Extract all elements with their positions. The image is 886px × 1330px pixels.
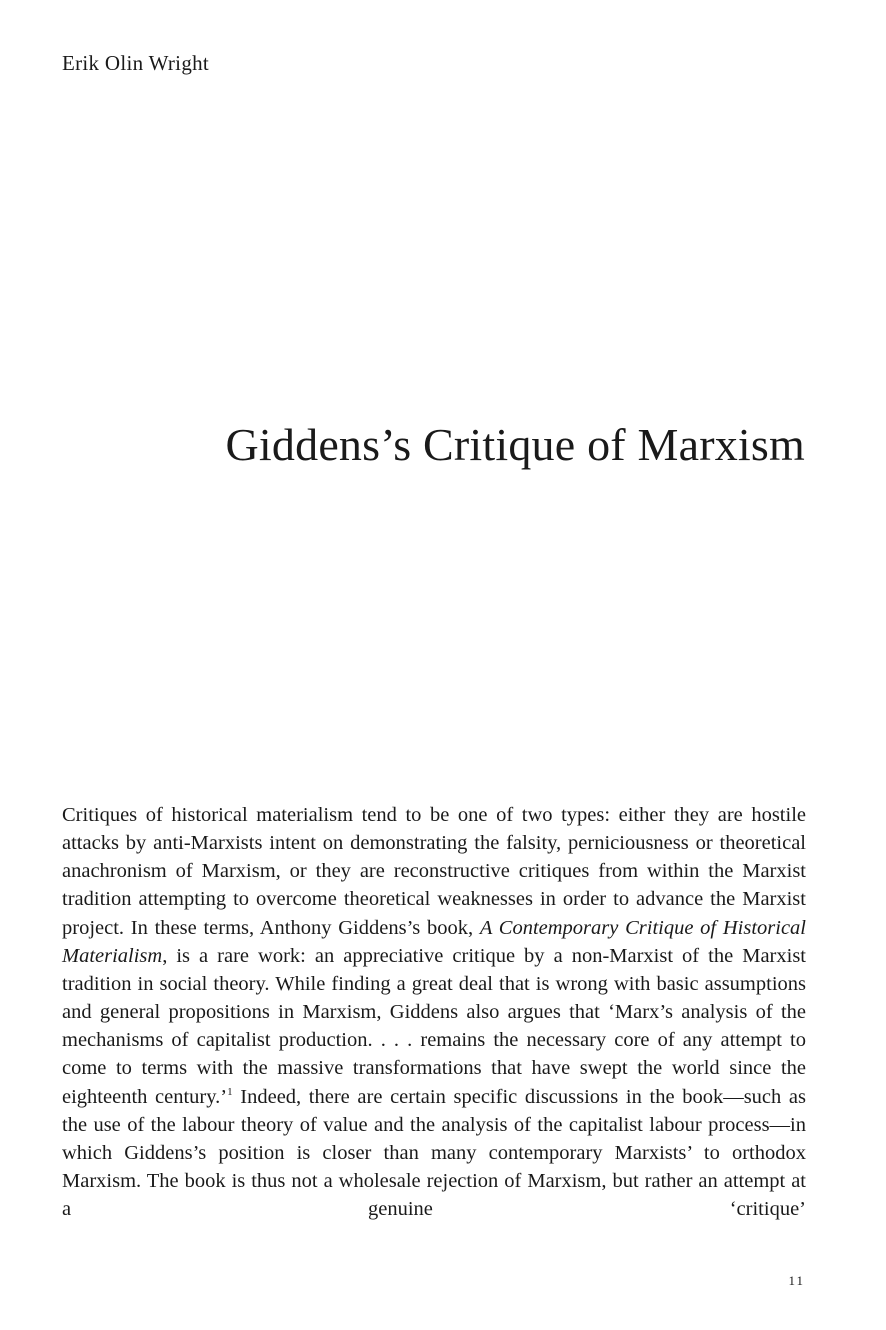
page-number: 11 (788, 1273, 805, 1288)
body-paragraph (62, 801, 806, 1223)
book-title-italic: A Contemporary Critique of Historical Materialism (62, 916, 807, 967)
body-text-part2: , is a rare work: an appreciative critique by a non-Marxist of the Marxist tradition in social theory. While finding a great deal that is wrong with basic assumptions and general propositions in Marxism, Giddens also argues that ‘Marx’s analysis of the mechanisms of capitalist production. . . . remains the necessary core of any attempt to come to terms with the massive transformations that have swept the world since the eighteenth century.’ (62, 944, 806, 1108)
footnote-reference: 1 (227, 1085, 233, 1098)
body-text-part1: Critiques of historical materialism tend to be one of two types: either they are hostile attacks by anti-Marxists intent on demonstrating the falsity, perniciousness or theoretical anachronism of Marxism, or they are reconstructive critiques from within the Marxist tradition attempting to overcome theoretical weaknesses in order to advance the Marxist project. In these terms, Anthony Giddens’s book, (62, 804, 806, 939)
running-header-author: Erik Olin Wright (62, 51, 210, 75)
body-text-part3: Indeed, there are certain specific discussions in the book—such as the use of the labour theory of value and the analysis of the capitalist labour process—in which Giddens’s position is closer than many contemporary Marxists’ to orthodox Marxism. The book is thus not a wholesale rejection of Marxism, but rather an attempt at a genuine ‘critique’ (62, 1085, 806, 1221)
article-title: Giddens’s Critique of Marxism (225, 419, 805, 470)
